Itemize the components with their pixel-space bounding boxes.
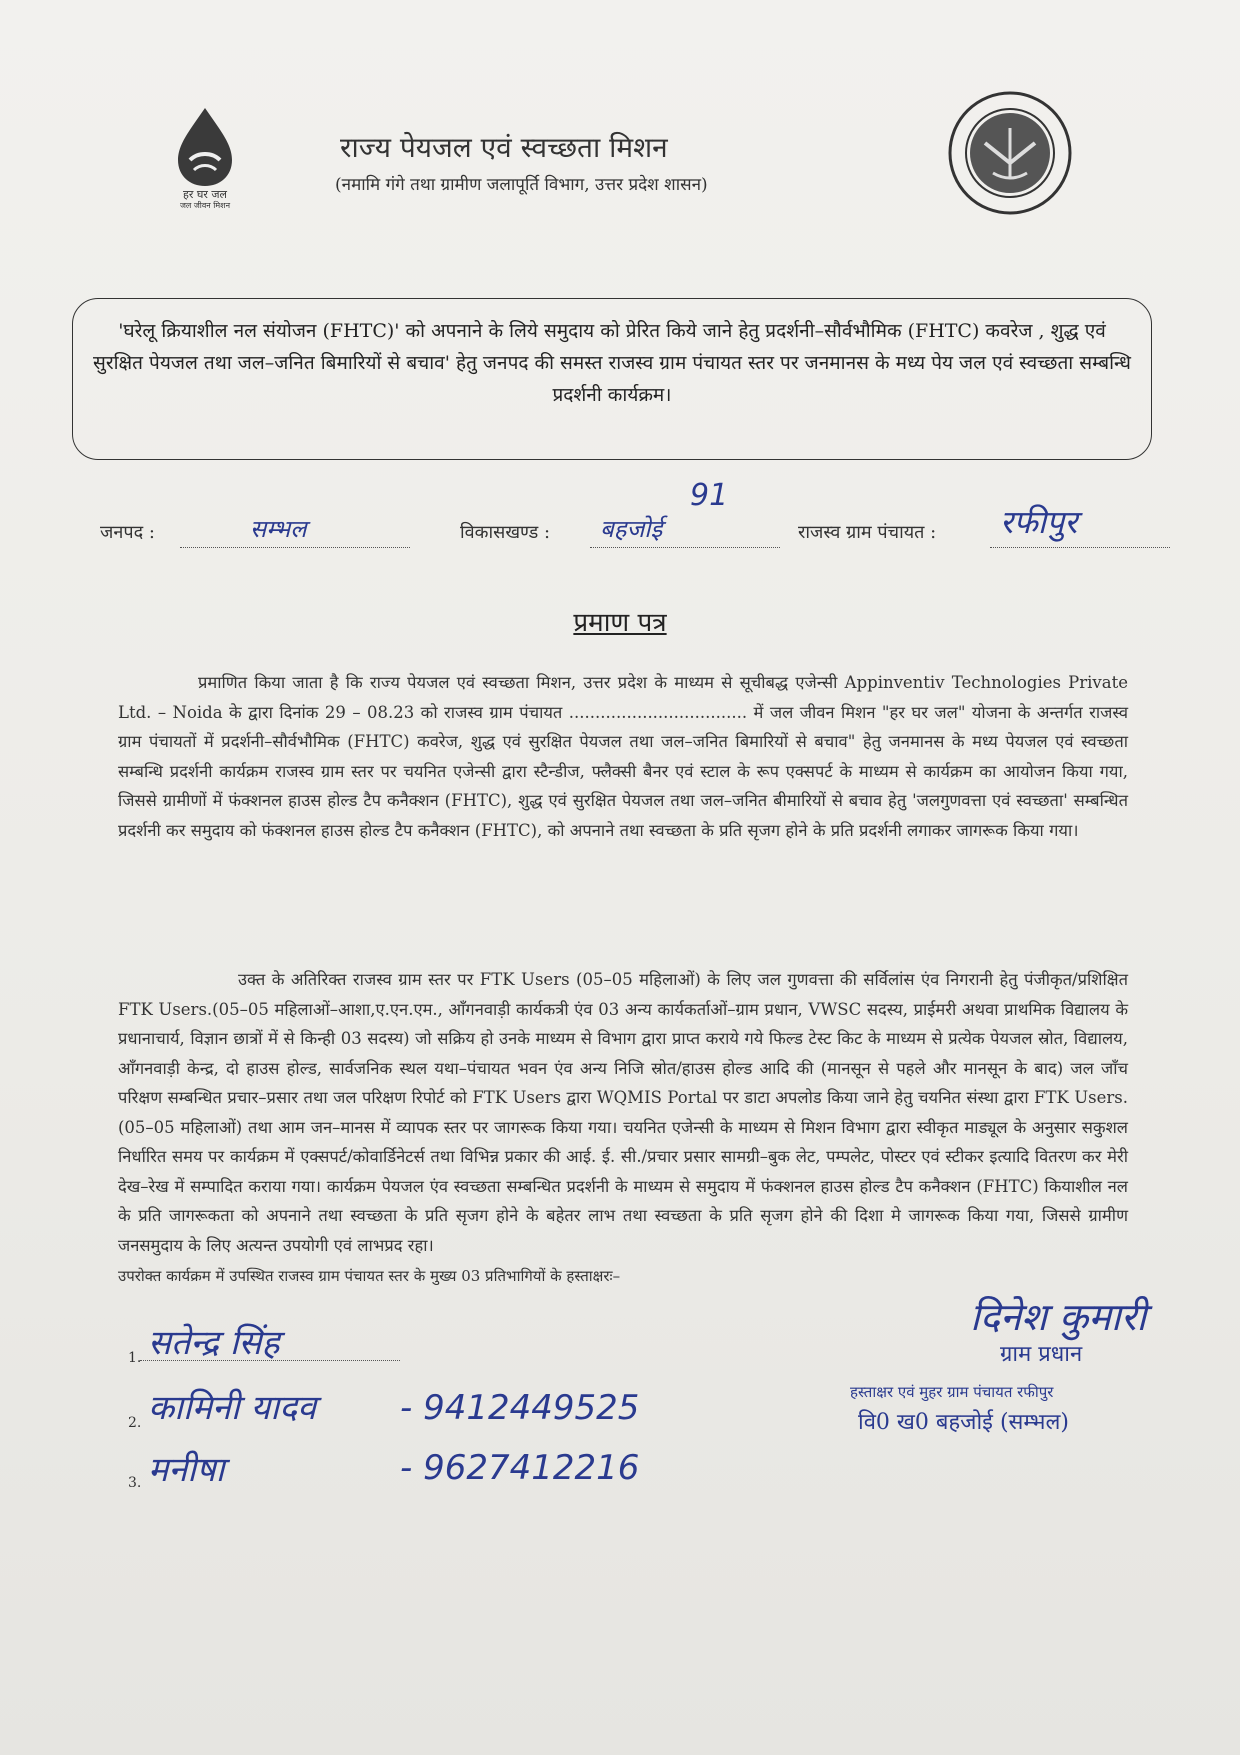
certificate-paragraph-2: उक्त के अतिरिक्त राजस्व ग्राम स्तर पर FTK Users (05–05 महिलाओं) के लिए जल गुणवत्ता की सर्विलांस एंव निगरानी हेतु पंजीकृत/प्रशिक्षित FTK Users.(05–05 महिलाओं–आशा,ए.एन.एम., आँगनवाड़ी कार्यकत्री एंव 03 अन्य कार्यकर्ताओं–ग्राम प्रधान, VWSC सदस्य, प्राईमरी अथवा प्राथमिक विद्यालय के प्रधानाचार्य, विज्ञान छात्रों में से किन्ही 03 सदस्य) जो सक्रिय हो उनके माध्यम से विभाग द्वारा प्राप्त कराये गये फिल्ड टेस्ट किट के माध्यम से प्रत्येक पेयजल स्रोत, विद्यालय, आँगनवाड़ी केन्द्र, दो हाउस होल्ड, सार्वजनिक स्थल यथा–पंचायत भवन एंव अन्य निजि स्रोत/हाउस होल्ड आदि की (मानसून से पहले और मानसून के बाद) जल जाँच परिक्षण सम्बन्धित प्रचार–प्रसार तथा जल परिक्षण रिपोर्ट को FTK Users द्वारा WQMIS Portal पर डाटा अपलोड किया जाने हेतु चयनित संस्था द्वारा FTK Users.(05–05 महिलाओं) तथा आम जन–मानस में व्यापक स्तर पर जागरूक किया गया। चयनित एजेन्सी के माध्यम से मिशन विभाग द्वारा स्वीकृत माड्यूल के अनुसार सकुशल निर्धारित समय पर कार्यक्रम में एक्सपर्ट/कोवार्डिनेटर्स तथा विभिन्न प्रकार की आई. ई. सी./प्रचार प्रसार सामग्री–बुक लेट, पम्पलेट, पोस्टर एवं स्टीकर इत्यादि वितरण कर मेरी देख–रेख में सम्पादित कराया गया। कार्यक्रम पेयजल एंव स्वच्छता सम्बन्धित प्रदर्शनी के माध्यम से समुदाय में फंक्शनल हाउस होल्ड टैप कनैक्शन (FHTC) कियाशील नल के प्रति जागरूकता को अपनाने तथा स्वच्छता के प्रति सृजग होने के बहेतर लाभ तथा स्वच्छता के प्रति सृजग होने की दिशा मे जागरूक किया गया, जिससे ग्रामीण जनसमुदाय के लिए अत्यन्त उपयोगी एवं लाभप्रद रहा। xyxy=(118,970,1129,1255)
district-value: सम्भल xyxy=(250,515,307,543)
certificate-paragraph-1: प्रमाणित किया जाता है कि राज्य पेयजल एवं स्वच्छता मिशन, उत्तर प्रदेश के माध्यम से सूचीबद्ध एजेन्सी Appinventiv Technologies Private Ltd. – Noida के द्वारा दिनांक 29 – 08.23 को राजस्व ग्राम पंचायत .................................. में जल जीवन मिशन "हर घर जल" योजना के अन्तर्गत राजस्व ग्राम पंचायतों में प्रदर्शनी–सौर्वभौमिक (FHTC) कवरेज, शुद्ध एवं सुरक्षित पेयजल तथा जल–जनित बिमारियों से बचाव" हेतु जनमानस के मध्य पेयजल एवं स्वच्छता सम्बन्धि प्रदर्शनी कार्यक्रम राजस्व ग्राम स्तर पर चयनित एजेन्सी द्वारा स्टैन्डीज, फ्लैक्सी बैनर एवं स्टाल के रूप एक्सपर्ट के माध्यम से कार्यक्रम का आयोजन किया गया, जिससे ग्रामीणों में फंक्शनल हाउस होल्ड टैप कनैक्शन (FHTC), शुद्ध एवं सुरक्षित पेयजल तथा जल–जनित बीमारियों से बचाव हेतु 'जलगुणवत्ता एवं स्वच्छता' सम्बन्धित प्रदर्शनी कर समुदाय को फंक्शनल हाउस होल्ड टैप कनैक्शन (FHTC), को अपनाने तथा स्वच्छता के प्रति सृजग होने के प्रति प्रदर्शनी लगाकर जागरूक किया गया। xyxy=(118,673,1128,840)
panchayat-label: राजस्व ग्राम पंचायत : xyxy=(798,522,937,543)
participant-number-2: 2. xyxy=(128,1415,142,1431)
logo-left-text: हर घर जल xyxy=(183,188,227,201)
certificate-title: प्रमाण पत्र xyxy=(573,608,667,638)
stamp-panchayat-line: हस्ताक्षर एवं मुहर ग्राम पंचायत रफीपुर xyxy=(850,1383,1054,1401)
participant-number-1: 1. xyxy=(128,1350,142,1366)
pradhan-signature: दिनेश कुमारी xyxy=(970,1295,1147,1339)
block-note: 91 xyxy=(690,478,729,513)
block-underline xyxy=(590,547,780,548)
block-value: बहजोई xyxy=(600,515,663,543)
participant-line-1 xyxy=(140,1360,400,1361)
district-underline xyxy=(180,547,410,548)
logo-left-subtext: जल जीवन मिशन xyxy=(179,201,231,210)
participant-signature-2: कामिनी यादव xyxy=(148,1388,317,1428)
page-subtitle: (नमामि गंगे तथा ग्रामीण जलापूर्ति विभाग, उत्तर प्रदेश शासन) xyxy=(335,175,708,195)
har-ghar-jal-logo-icon xyxy=(150,100,260,210)
program-description-box: 'घरेलू क्रियाशील नल संयोजन (FHTC)' को अपनाने के लिये समुदाय को प्रेरित किये जाने हेतु प्रदर्शनी–सौर्वभौमिक (FHTC) कवरेज , शुद्ध एवं सुरक्षित पेयजल तथा जल–जनित बिमारियों से बचाव' हेतु जनपद की समस्त राजस्व ग्राम पंचायत स्तर पर जनमानस के मध्य पेय जल एवं स्वच्छता सम्बन्धि प्रदर्शनी कार्यक्रम। xyxy=(72,298,1152,460)
page-title: राज्य पेयजल एवं स्वच्छता मिशन xyxy=(340,131,668,164)
participant-signature-1: सतेन्द्र सिंह xyxy=(148,1323,280,1363)
participant-phone-3: - 9627412216 xyxy=(400,1448,640,1488)
participant-number-3: 3. xyxy=(128,1475,142,1491)
up-government-emblem-icon xyxy=(945,88,1075,218)
signatures-intro: उपरोक्त कार्यक्रम में उपस्थित राजस्व ग्राम पंचायत स्तर के मुख्य 03 प्रतिभागियों के हस्ताक्षरः– xyxy=(118,1267,621,1285)
participant-signature-3: मनीषा xyxy=(148,1450,225,1490)
stamp-block-line: वि0 ख0 बहजोई (सम्भल) xyxy=(858,1410,1069,1435)
participant-phone-2: - 9412449525 xyxy=(400,1388,640,1428)
panchayat-underline xyxy=(990,547,1170,548)
panchayat-value: रफीपुर xyxy=(1000,503,1078,541)
pradhan-designation: ग्राम प्रधान xyxy=(1000,1342,1083,1367)
pradhan-stamp xyxy=(850,1290,1150,1440)
block-label: विकासखण्ड : xyxy=(460,522,551,543)
district-label: जनपद : xyxy=(100,522,155,543)
